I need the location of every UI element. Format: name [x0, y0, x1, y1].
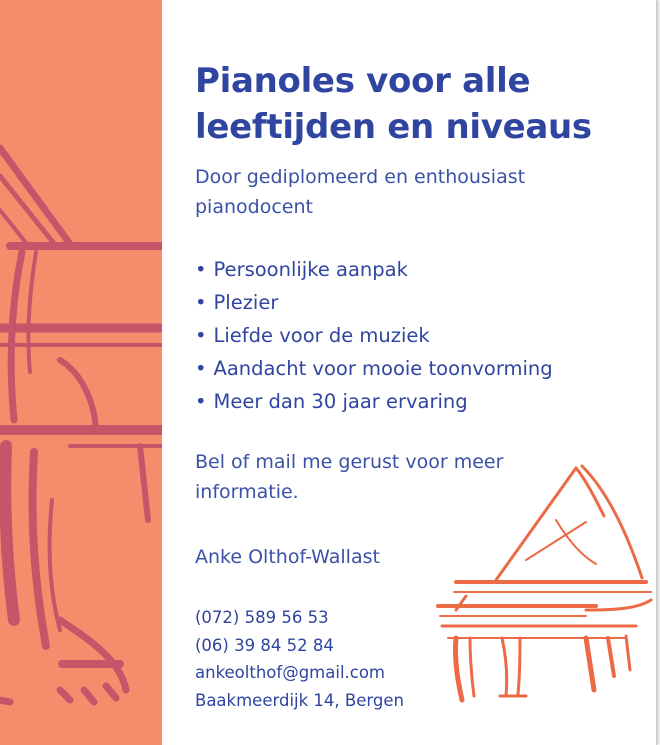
teacher-name: Anke Olthof-Wallast — [195, 546, 380, 568]
list-item: • Persoonlijke aanpak — [195, 253, 553, 286]
title-line-2: leeftijden en niveaus — [195, 107, 592, 147]
decorative-band — [0, 0, 162, 745]
flyer-subtitle: Door gediplomeerd en enthousiast pianodocent — [195, 166, 526, 218]
list-item: • Plezier — [195, 286, 553, 319]
grand-piano-icon — [0, 0, 162, 745]
flyer-title — [195, 58, 592, 150]
street-address: Baakmeerdijk 14, Bergen — [195, 690, 404, 710]
email-address[interactable]: ankeolthof@gmail.com — [195, 663, 386, 682]
call-to-action: Bel of mail me gerust voor meer informatie. — [195, 451, 504, 503]
phone-landline[interactable]: (072) 589 56 53 — [195, 608, 329, 627]
phone-mobile[interactable]: (06) 39 84 52 84 — [195, 635, 334, 655]
title-line-1: Pianoles voor alle — [195, 61, 531, 101]
list-item: • Aandacht voor mooie toonvorming — [195, 352, 553, 385]
benefits-list — [195, 253, 553, 418]
contact-details — [195, 604, 404, 714]
list-item: • Meer dan 30 jaar ervaring — [195, 385, 553, 418]
list-item: • Liefde voor de muziek — [195, 319, 553, 352]
grand-piano-icon — [436, 460, 656, 710]
